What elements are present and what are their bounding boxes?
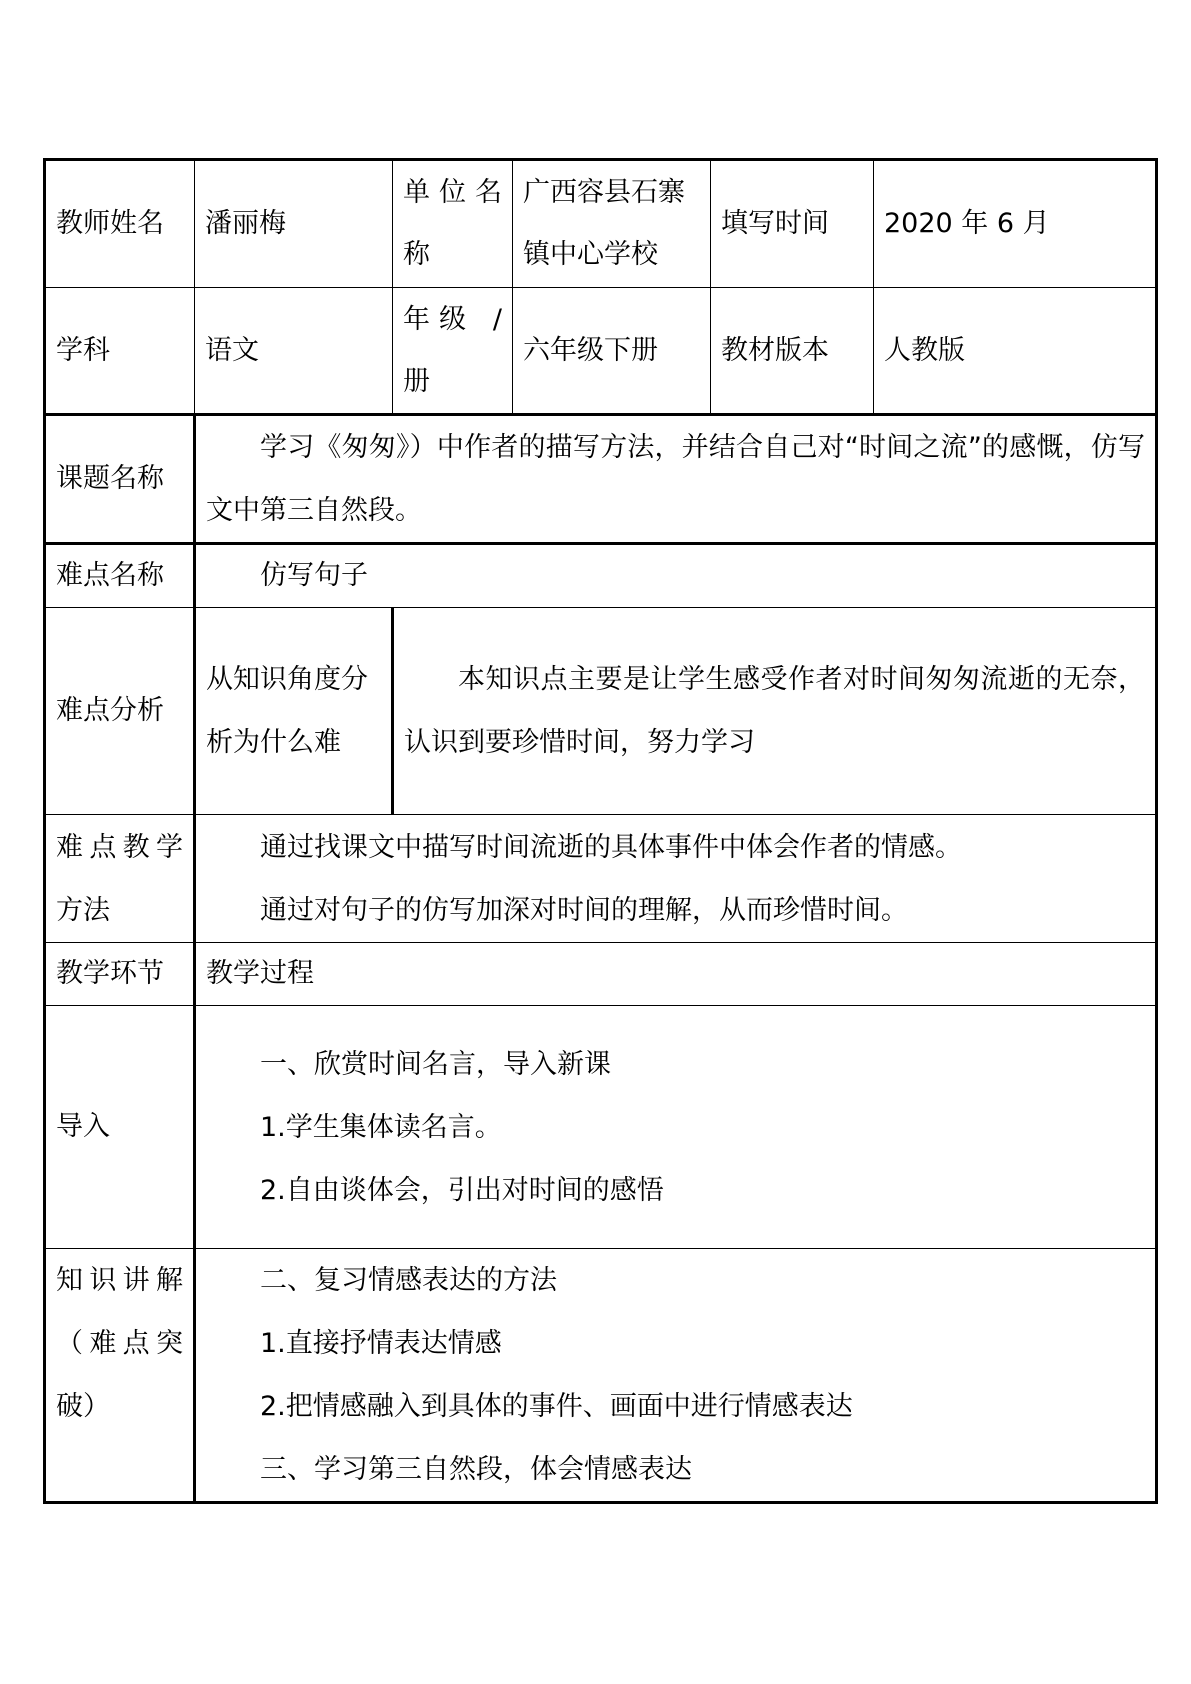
process-header-text: 教学过程	[195, 943, 1157, 1006]
subject-value: 语文	[195, 288, 393, 415]
teacher-label: 教师姓名	[45, 160, 195, 288]
topic-label: 课题名称	[45, 415, 195, 544]
intro-line-1: 一、欣赏时间名言，导入新课	[260, 1048, 611, 1080]
method-line-1: 通过找课文中描写时间流逝的具体事件中体会作者的情感。	[260, 831, 962, 863]
unit-label: 单位名称	[393, 160, 513, 288]
edition-label: 教材版本	[711, 288, 874, 415]
teacher-value: 潘丽梅	[195, 160, 393, 288]
knowledge-cell	[195, 1249, 1157, 1503]
knowledge-line-4: 三、学习第三自然段，体会情感表达	[260, 1454, 692, 1485]
difficulty-cell	[195, 544, 1157, 608]
process-stage-label: 教学环节	[45, 943, 195, 1006]
difficulty-row	[45, 544, 1157, 608]
grade-value: 六年级下册	[513, 288, 711, 415]
difficulty-text: 仿写句子	[260, 560, 368, 591]
topic-text: 学习《匆匆》）中作者的描写方法，并结合自己对“时间之流”的感慨，仿写文中第三自然段。	[206, 432, 1145, 526]
method-row	[45, 815, 1157, 943]
process-header-row	[45, 943, 1157, 1006]
edition-value: 人教版	[874, 288, 1157, 415]
intro-label: 导入	[45, 1006, 195, 1249]
knowledge-line-2: 1.直接抒情表达情感	[260, 1328, 502, 1359]
subject-label: 学科	[45, 288, 195, 415]
unit-value: 广西容县石寨镇中心学校	[513, 160, 711, 288]
intro-row	[45, 1006, 1157, 1249]
analysis-label: 难点分析	[45, 608, 195, 815]
header-row-1	[45, 160, 1157, 288]
analysis-cell	[393, 608, 1157, 815]
grade-label: 年级 / 册	[393, 288, 513, 415]
knowledge-row	[45, 1249, 1157, 1503]
intro-line-2: 1.学生集体读名言。	[260, 1111, 502, 1143]
topic-cell	[195, 415, 1157, 544]
method-label: 难点教学方法	[45, 815, 195, 943]
difficulty-label: 难点名称	[45, 544, 195, 608]
date-label: 填写时间	[711, 160, 874, 288]
topic-row	[45, 415, 1157, 544]
intro-cell	[195, 1006, 1157, 1249]
analysis-sub-label: 从知识角度分析为什么难	[195, 608, 393, 815]
date-value: 2020 年 6 月	[874, 160, 1157, 288]
analysis-row	[45, 608, 1157, 815]
knowledge-line-1: 二、复习情感表达的方法	[260, 1265, 557, 1296]
method-cell	[195, 815, 1157, 943]
analysis-text: 本知识点主要是让学生感受作者对时间匆匆流逝的无奈，认识到要珍惜时间，努力学习	[404, 664, 1145, 758]
method-line-2: 通过对句子的仿写加深对时间的理解，从而珍惜时间。	[260, 894, 908, 926]
intro-line-3: 2.自由谈体会，引出对时间的感悟	[260, 1174, 664, 1206]
header-row-2	[45, 288, 1157, 415]
knowledge-line-3: 2.把情感融入到具体的事件、画面中进行情感表达	[260, 1391, 853, 1422]
knowledge-label: 知识讲解（难点突破）	[45, 1249, 195, 1503]
lesson-plan-table	[43, 158, 1158, 1504]
